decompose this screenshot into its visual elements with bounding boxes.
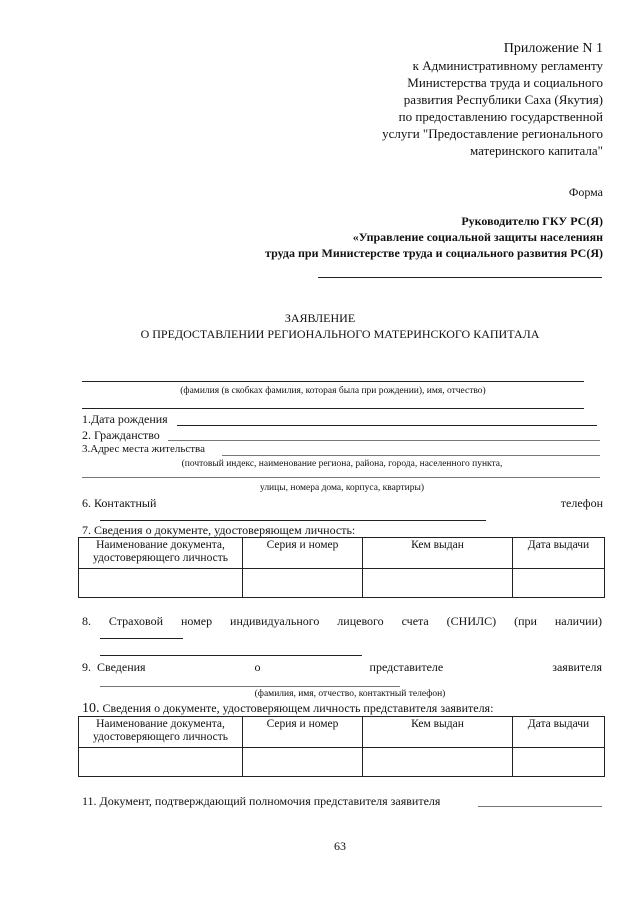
- appendix-line: к Административному регламенту: [412, 58, 603, 73]
- appendix-line: Приложение N 1: [503, 41, 603, 56]
- table-header-cell: Кем выдан: [363, 717, 513, 748]
- appendix-line: Министерства труда и социального: [407, 75, 603, 90]
- table-cell[interactable]: [363, 748, 513, 777]
- authority-doc-label: 11. Документ, подтверждающий полномочия представителя заявителя: [82, 794, 441, 808]
- rep-hint: (фамилия, имя, отчество, контактный телефон): [254, 689, 446, 699]
- addressee-line: труда при Министерстве труда и социального развития РС(Я): [265, 246, 603, 260]
- table-header-cell: Дата выдачи: [513, 538, 605, 569]
- rep-line: [100, 686, 400, 687]
- table-cell[interactable]: [513, 569, 605, 598]
- page-number: 63: [334, 839, 346, 853]
- table-header-cell: Наименование документа, удостоверяющего личность: [79, 717, 243, 748]
- id-doc-table: [78, 537, 605, 598]
- table-header-cell: Серия и номер: [243, 717, 363, 748]
- addressee-line: «Управление социальной защиты населениян: [352, 230, 603, 244]
- appendix-block: [283, 40, 603, 159]
- appendix-line: услуги "Предоставление регионального: [382, 126, 603, 141]
- rep-label: 9. Сведения о представителе заявителя: [82, 660, 602, 674]
- table-cell[interactable]: [79, 569, 243, 598]
- citizenship-label: 2. Гражданство: [82, 428, 160, 442]
- address-hint-2: улицы, номера дома, корпуса, квартиры): [259, 483, 425, 493]
- table-header-cell: Кем выдан: [363, 538, 513, 569]
- contact-phone-label: телефон: [560, 496, 603, 510]
- snils-line-2: [100, 655, 362, 656]
- rep-doc-table: [78, 716, 605, 777]
- form-label: Форма: [568, 185, 603, 199]
- table-cell[interactable]: [363, 569, 513, 598]
- table-header-cell: Дата выдачи: [513, 717, 605, 748]
- appendix-line: по предоставлению государственной: [398, 109, 603, 124]
- snils-line: [100, 638, 183, 639]
- table-cell[interactable]: [513, 748, 605, 777]
- appendix-line: развития Республики Саха (Якутия): [403, 92, 603, 107]
- table-row: [79, 748, 605, 777]
- name-field-line-2: [82, 408, 584, 409]
- address-line-2: [82, 477, 600, 478]
- birth-date-line: [177, 425, 597, 426]
- address-label: 3.Адрес места жительства: [82, 443, 205, 455]
- address-hint-1: (почтовый индекс, наименование региона, района, города, населенного пункта,: [181, 459, 503, 469]
- appendix-line: материнского капитала": [469, 143, 603, 158]
- address-line: [222, 455, 600, 456]
- document-subtitle: О ПРЕДОСТАВЛЕНИИ РЕГИОНАЛЬНОГО МАТЕРИНСКОГО КАПИТАЛА: [140, 327, 540, 341]
- table-cell[interactable]: [79, 748, 243, 777]
- contact-line: [100, 520, 486, 521]
- name-hint: (фамилия (в скобках фамилия, которая была при рождении), имя, отчество): [180, 386, 486, 396]
- rep-doc-label: 10. Сведения о документе, удостоверяющем личность представителя заявителя:: [82, 701, 494, 716]
- contact-label: 6. Контактный: [82, 496, 157, 510]
- table-header-row: [79, 717, 605, 748]
- table-row: [79, 569, 605, 598]
- id-doc-label: 7. Сведения о документе, удостоверяющем личность:: [82, 523, 356, 537]
- table-cell[interactable]: [243, 569, 363, 598]
- birth-date-label: 1.Дата рождения: [82, 412, 168, 426]
- addressee-block: [183, 213, 603, 261]
- name-field-line: [82, 381, 584, 382]
- table-header-cell: Серия и номер: [243, 538, 363, 569]
- authority-doc-line: [478, 806, 602, 807]
- table-header-row: [79, 538, 605, 569]
- addressee-underline: [318, 277, 602, 278]
- addressee-line: Руководителю ГКУ РС(Я): [461, 214, 603, 228]
- citizenship-line: [168, 440, 600, 441]
- table-cell[interactable]: [243, 748, 363, 777]
- table-header-cell: Наименование документа, удостоверяющего личность: [79, 538, 243, 569]
- document-title: ЗАЯВЛЕНИЕ: [284, 311, 356, 325]
- snils-label: 8. Страховой номер индивидуального лицевого счета (СНИЛС) (при наличии): [82, 614, 602, 628]
